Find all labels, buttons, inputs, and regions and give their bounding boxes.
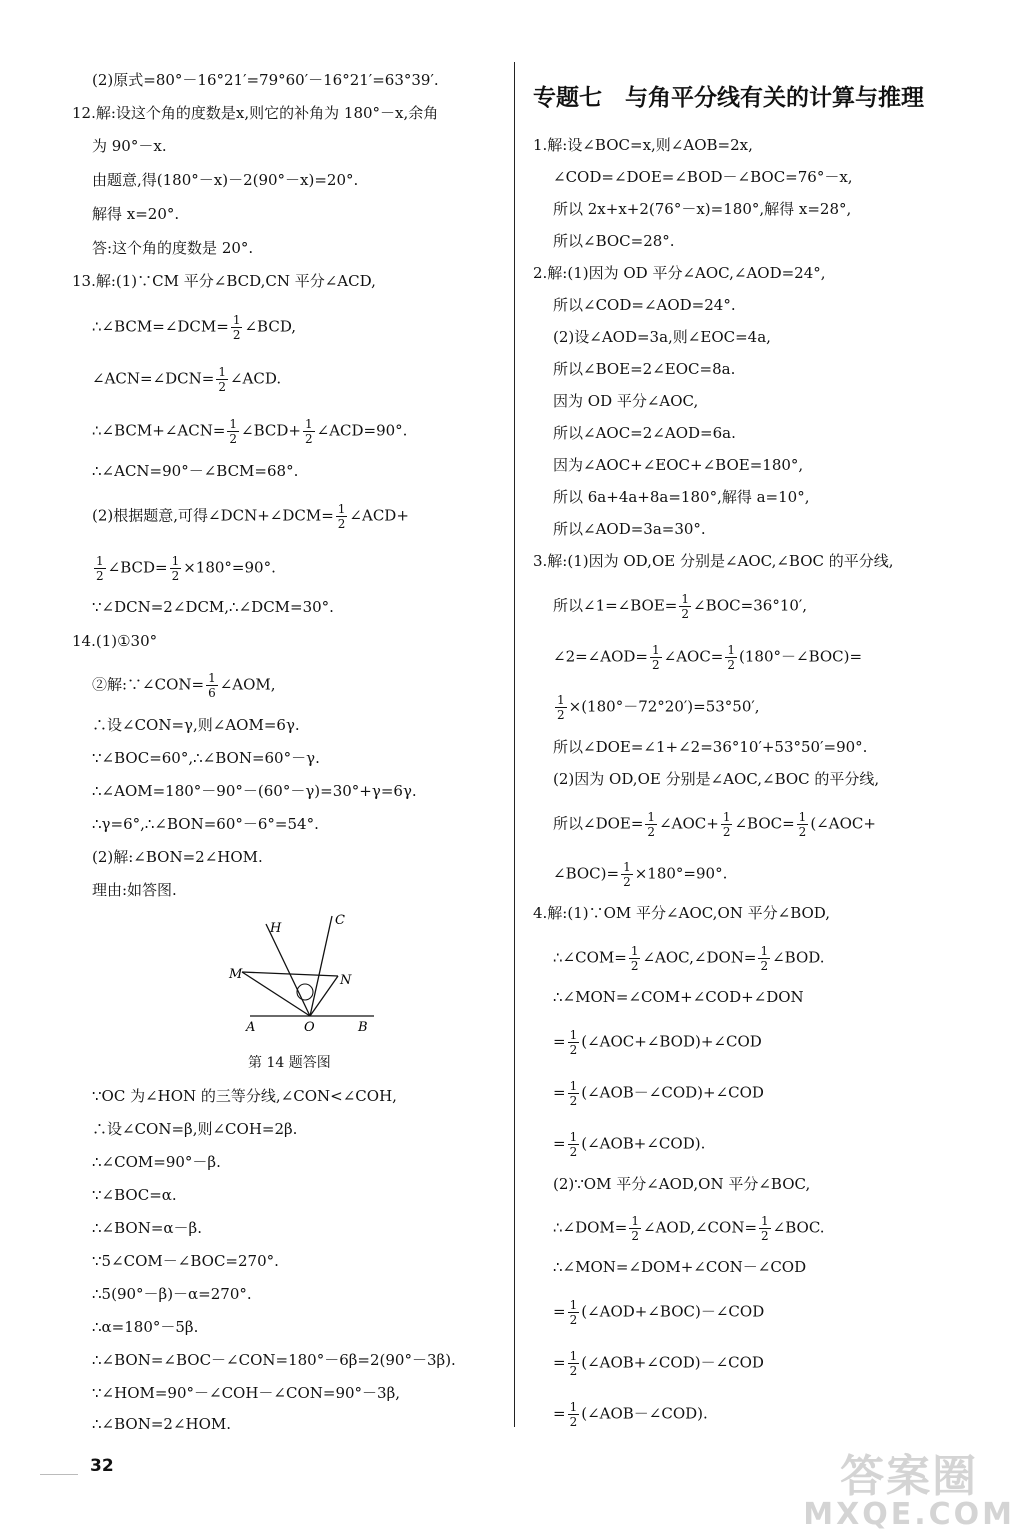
fraction-numerator: 1 xyxy=(557,693,565,707)
text-seg: ∠BOC=36°10′, xyxy=(693,596,808,615)
text-seg: = xyxy=(553,1083,566,1102)
fraction xyxy=(336,502,348,531)
fraction-numerator: 1 xyxy=(727,643,736,657)
fraction xyxy=(621,860,633,889)
text-seg: (∠AOB+∠COD). xyxy=(581,1134,706,1153)
text-line: 由题意,得(180°－x)－2(90°－x)=20°. xyxy=(92,171,359,189)
text-line: 理由:如答图. xyxy=(92,881,177,899)
fraction-denominator: 2 xyxy=(722,825,731,839)
page-number: 32 xyxy=(90,1456,114,1476)
text-line xyxy=(553,693,760,722)
text-seg: (∠AOB+∠COD)－∠COD xyxy=(581,1353,764,1372)
fraction-denominator: 2 xyxy=(569,1145,578,1159)
text-line: ∴∠MON=∠DOM+∠CON－∠COD xyxy=(553,1258,807,1276)
fraction xyxy=(231,313,243,342)
text-line: 所以∠BOC=28°. xyxy=(553,232,675,250)
text-seg: ∴∠BCM+∠ACN= xyxy=(92,421,226,440)
figure-caption: 第 14 题答图 xyxy=(248,1055,331,1071)
fraction-denominator: 2 xyxy=(557,708,565,722)
text-line: ∴∠COM=90°－β. xyxy=(92,1153,221,1171)
text-seg: ∠AOC,∠DON= xyxy=(642,948,757,967)
text-line: ∠COD=∠DOE=∠BOD－∠BOC=76°－x, xyxy=(553,168,853,186)
text-line xyxy=(553,1130,705,1159)
fraction-numerator: 1 xyxy=(171,554,180,568)
text-seg: ∠ACD=90°. xyxy=(316,421,408,440)
label-h: H xyxy=(270,921,282,936)
fraction xyxy=(568,1349,580,1378)
text-seg: = xyxy=(553,1302,566,1321)
label-b: B xyxy=(358,1020,368,1035)
fraction-numerator: 1 xyxy=(96,554,104,568)
text-line: (2)解:∠BON=2∠HOM. xyxy=(92,848,263,866)
text-seg: = xyxy=(553,1353,566,1372)
fraction-denominator: 2 xyxy=(337,517,346,531)
text-line xyxy=(553,1079,764,1108)
text-line xyxy=(553,944,825,973)
label-o: O xyxy=(304,1020,315,1035)
text-seg: ∠AOD,∠CON= xyxy=(643,1218,758,1237)
fraction-numerator: 1 xyxy=(218,365,226,379)
text-line: ∴设∠CON=γ,则∠AOM=6γ. xyxy=(92,716,300,734)
text-line xyxy=(553,1298,764,1327)
text-line: 因为 OD 平分∠AOC, xyxy=(553,392,699,410)
text-seg: (∠AOC+∠BOD)+∠COD xyxy=(581,1032,762,1051)
fraction-numerator: 1 xyxy=(569,1079,578,1093)
fraction-numerator: 1 xyxy=(569,1130,578,1144)
fraction xyxy=(568,1400,580,1429)
fraction-numerator: 1 xyxy=(569,1298,578,1312)
fraction-denominator: 6 xyxy=(208,686,216,700)
fraction-numerator: 1 xyxy=(647,810,656,824)
fraction-denominator: 2 xyxy=(229,432,238,446)
fraction-denominator: 2 xyxy=(218,380,226,394)
fraction xyxy=(206,671,218,700)
text-line: 12.解:设这个角的度数是x,则它的补角为 180°－x,余角 xyxy=(72,104,439,122)
text-seg: = xyxy=(553,1404,566,1423)
fraction-denominator: 2 xyxy=(569,1043,578,1057)
text-line: 3.解:(1)因为 OD,OE 分别是∠AOC,∠BOC 的平分线, xyxy=(533,552,894,570)
text-line xyxy=(553,643,862,672)
text-line xyxy=(553,1028,762,1057)
text-line: 所以∠DOE=∠1+∠2=36°10′+53°50′=90°. xyxy=(553,738,868,756)
section-title: 专题七 与角平分线有关的计算与推理 xyxy=(533,85,924,111)
text-line: ∴α=180°－5β. xyxy=(92,1318,199,1336)
text-seg: ∴∠COM= xyxy=(553,948,627,967)
fraction-numerator: 1 xyxy=(761,1214,769,1228)
fraction-numerator: 1 xyxy=(232,313,241,327)
text-line: 为 90°－x. xyxy=(92,137,167,155)
text-seg: ∠BOC)= xyxy=(553,864,620,883)
text-line: (2)∵OM 平分∠AOD,ON 平分∠BOC, xyxy=(553,1175,811,1193)
text-line: (2)因为 OD,OE 分别是∠AOC,∠BOC 的平分线, xyxy=(553,770,880,788)
fraction-denominator: 2 xyxy=(651,658,660,672)
text-line: 所以 6a+4a+8a=180°,解得 a=10°, xyxy=(553,488,810,506)
fraction-numerator: 1 xyxy=(304,417,313,431)
text-line: ∴∠BON=α－β. xyxy=(92,1219,202,1237)
text-line: 因为∠AOC+∠EOC+∠BOE=180°, xyxy=(553,456,804,474)
fraction-numerator: 1 xyxy=(651,643,660,657)
label-n: N xyxy=(340,973,352,988)
fraction-denominator: 2 xyxy=(761,1229,769,1243)
text-seg: 所以∠1=∠BOE= xyxy=(553,596,678,615)
text-line: 所以∠AOC=2∠AOD=6a. xyxy=(553,424,736,442)
fraction-numerator: 1 xyxy=(760,944,769,958)
fraction-denominator: 2 xyxy=(798,825,807,839)
text-seg: ∠AOC+ xyxy=(659,814,719,833)
text-line xyxy=(92,365,281,394)
text-line: ∵5∠COM－∠BOC=270°. xyxy=(92,1252,279,1270)
text-line: 所以∠BOE=2∠EOC=8a. xyxy=(553,360,736,378)
text-line: 1.解:设∠BOC=x,则∠AOB=2x, xyxy=(533,136,753,154)
text-seg: ∠BCD+ xyxy=(241,421,301,440)
fraction-numerator: 1 xyxy=(631,1214,640,1228)
text-seg: ∠AOM, xyxy=(219,675,276,694)
fraction xyxy=(568,1130,580,1159)
text-seg: (∠AOB－∠COD). xyxy=(581,1404,708,1423)
text-seg: 所以∠DOE= xyxy=(553,814,644,833)
label-c: C xyxy=(335,913,345,928)
text-line: ∴∠BON=2∠HOM. xyxy=(92,1415,232,1433)
fraction-numerator: 1 xyxy=(569,1349,578,1363)
fraction xyxy=(650,643,662,672)
fraction xyxy=(216,365,228,394)
text-line xyxy=(92,502,409,531)
fraction-numerator: 1 xyxy=(569,1400,578,1414)
text-line: 13.解:(1)∵CM 平分∠BCD,CN 平分∠ACD, xyxy=(72,272,376,290)
fraction xyxy=(94,554,106,583)
text-seg: = xyxy=(553,1032,566,1051)
text-line: 所以∠COD=∠AOD=24°. xyxy=(553,296,736,314)
footer-rule xyxy=(40,1474,78,1475)
text-line: (2)设∠AOD=3a,则∠EOC=4a, xyxy=(553,328,771,346)
text-seg: ×180°=90°. xyxy=(634,864,728,883)
text-seg: (2)根据题意,可得∠DCN+∠DCM= xyxy=(92,506,334,525)
fraction-numerator: 1 xyxy=(630,944,639,958)
text-line: 解得 x=20°. xyxy=(92,205,180,223)
fraction-numerator: 1 xyxy=(569,1028,578,1042)
fraction xyxy=(721,810,733,839)
fraction-numerator: 1 xyxy=(722,810,731,824)
fraction xyxy=(629,1214,641,1243)
fraction xyxy=(555,693,567,722)
text-seg: (∠AOB－∠COD)+∠COD xyxy=(581,1083,764,1102)
text-line: ∴∠BON=∠BOC－∠CON=180°－6β=2(90°－3β). xyxy=(92,1351,456,1369)
fraction-numerator: 1 xyxy=(208,671,216,685)
fraction xyxy=(759,1214,771,1243)
text-line: ∴∠ACN=90°－∠BCM=68°. xyxy=(92,462,299,480)
text-seg: ×180°=90°. xyxy=(183,558,276,577)
fraction-numerator: 1 xyxy=(681,592,690,606)
text-line: ∵∠BOC=60°,∴∠BON=60°－γ. xyxy=(92,749,320,767)
text-line: ∴∠MON=∠COM+∠COD+∠DON xyxy=(553,988,804,1006)
fraction-numerator: 1 xyxy=(623,860,631,874)
fraction-denominator: 2 xyxy=(569,1094,578,1108)
text-line: (2)原式=80°－16°21′=79°60′－16°21′=63°39′. xyxy=(92,71,439,89)
text-line: ∵∠HOM=90°－∠COH－∠CON=90°－3β, xyxy=(92,1384,401,1402)
fraction xyxy=(170,554,182,583)
fraction xyxy=(725,643,737,672)
fraction xyxy=(568,1079,580,1108)
text-line xyxy=(553,810,876,839)
text-line xyxy=(92,554,276,583)
fraction xyxy=(568,1028,580,1057)
text-line: ∵OC 为∠HON 的三等分线,∠CON<∠COH, xyxy=(92,1087,397,1105)
text-line xyxy=(92,313,296,342)
text-line: ∵∠DCN=2∠DCM,∴∠DCM=30°. xyxy=(92,598,334,616)
fraction-denominator: 2 xyxy=(631,1229,640,1243)
text-seg: ∠BOD. xyxy=(772,948,825,967)
angle-figure xyxy=(229,906,392,1035)
text-seg: = xyxy=(553,1134,566,1153)
text-line xyxy=(92,671,276,700)
text-line xyxy=(553,860,727,889)
text-seg: ②解:∵∠CON= xyxy=(92,675,205,694)
text-line: 所以 2x+x+2(76°－x)=180°,解得 x=28°, xyxy=(553,200,852,218)
angle-marker xyxy=(297,984,313,1000)
fraction xyxy=(679,592,691,621)
fraction-denominator: 2 xyxy=(647,825,656,839)
fraction-denominator: 2 xyxy=(304,432,313,446)
fraction xyxy=(797,810,809,839)
watermark-logo: 答案圈 MXQE.COM xyxy=(803,1451,1015,1532)
text-seg: ∠ACD. xyxy=(229,369,282,388)
text-line xyxy=(553,1400,708,1429)
text-line xyxy=(553,1349,764,1378)
fraction-denominator: 2 xyxy=(630,959,639,973)
text-line: ∵∠BOC=α. xyxy=(92,1186,177,1204)
text-line: 14.(1)①30° xyxy=(72,632,158,650)
text-line: 2.解:(1)因为 OD 平分∠AOC,∠AOD=24°, xyxy=(533,264,826,282)
text-seg: ∠BOC. xyxy=(772,1218,825,1237)
text-seg: ∴∠DOM= xyxy=(553,1218,628,1237)
fraction-denominator: 2 xyxy=(232,328,241,342)
fraction-denominator: 2 xyxy=(96,569,104,583)
fraction-numerator: 1 xyxy=(337,502,346,516)
fraction-numerator: 1 xyxy=(229,417,238,431)
fraction-numerator: 1 xyxy=(798,810,807,824)
text-line: ∴设∠CON=β,则∠COH=2β. xyxy=(92,1120,298,1138)
fraction-denominator: 2 xyxy=(569,1313,578,1327)
fraction-denominator: 2 xyxy=(569,1415,578,1429)
text-seg: ∴∠BCM=∠DCM= xyxy=(92,317,229,336)
text-seg: (∠AOD+∠BOC)－∠COD xyxy=(581,1302,765,1321)
fraction-denominator: 2 xyxy=(171,569,180,583)
text-seg: ∠BCD= xyxy=(107,558,168,577)
fraction xyxy=(758,944,770,973)
fraction-denominator: 2 xyxy=(727,658,736,672)
fraction xyxy=(303,417,315,446)
text-line xyxy=(92,417,407,446)
text-line: 答:这个角的度数是 20°. xyxy=(92,239,254,257)
text-seg: ∠2=∠AOD= xyxy=(553,647,648,666)
text-line xyxy=(553,592,807,621)
text-seg: ×(180°－72°20′)=53°50′, xyxy=(568,697,760,716)
fraction-denominator: 2 xyxy=(569,1364,578,1378)
fraction-denominator: 2 xyxy=(760,959,769,973)
text-line: ∴5(90°－β)－α=270°. xyxy=(92,1285,252,1303)
text-line xyxy=(553,1214,825,1243)
fraction xyxy=(645,810,657,839)
text-line: ∴∠AOM=180°－90°－(60°－γ)=30°+γ=6γ. xyxy=(92,782,417,800)
text-line: 所以∠AOD=3a=30°. xyxy=(553,520,706,538)
text-seg: ∠BOC= xyxy=(734,814,795,833)
column-divider xyxy=(514,62,515,1427)
fraction xyxy=(568,1298,580,1327)
fraction-denominator: 2 xyxy=(623,875,631,889)
text-seg: (180°－∠BOC)= xyxy=(739,647,863,666)
text-seg: ∠ACN=∠DCN= xyxy=(92,369,215,388)
fraction-denominator: 2 xyxy=(681,607,690,621)
label-m: M xyxy=(229,967,243,982)
fraction xyxy=(629,944,641,973)
fraction xyxy=(227,417,239,446)
text-line: ∴γ=6°,∴∠BON=60°－6°=54°. xyxy=(92,815,319,833)
text-line: 4.解:(1)∵OM 平分∠AOC,ON 平分∠BOD, xyxy=(533,904,831,922)
text-seg: ∠BCD, xyxy=(244,317,297,336)
label-a: A xyxy=(246,1020,256,1035)
text-seg: (∠AOC+ xyxy=(810,814,876,833)
text-seg: ∠AOC= xyxy=(663,647,724,666)
text-seg: ∠ACD+ xyxy=(349,506,409,525)
